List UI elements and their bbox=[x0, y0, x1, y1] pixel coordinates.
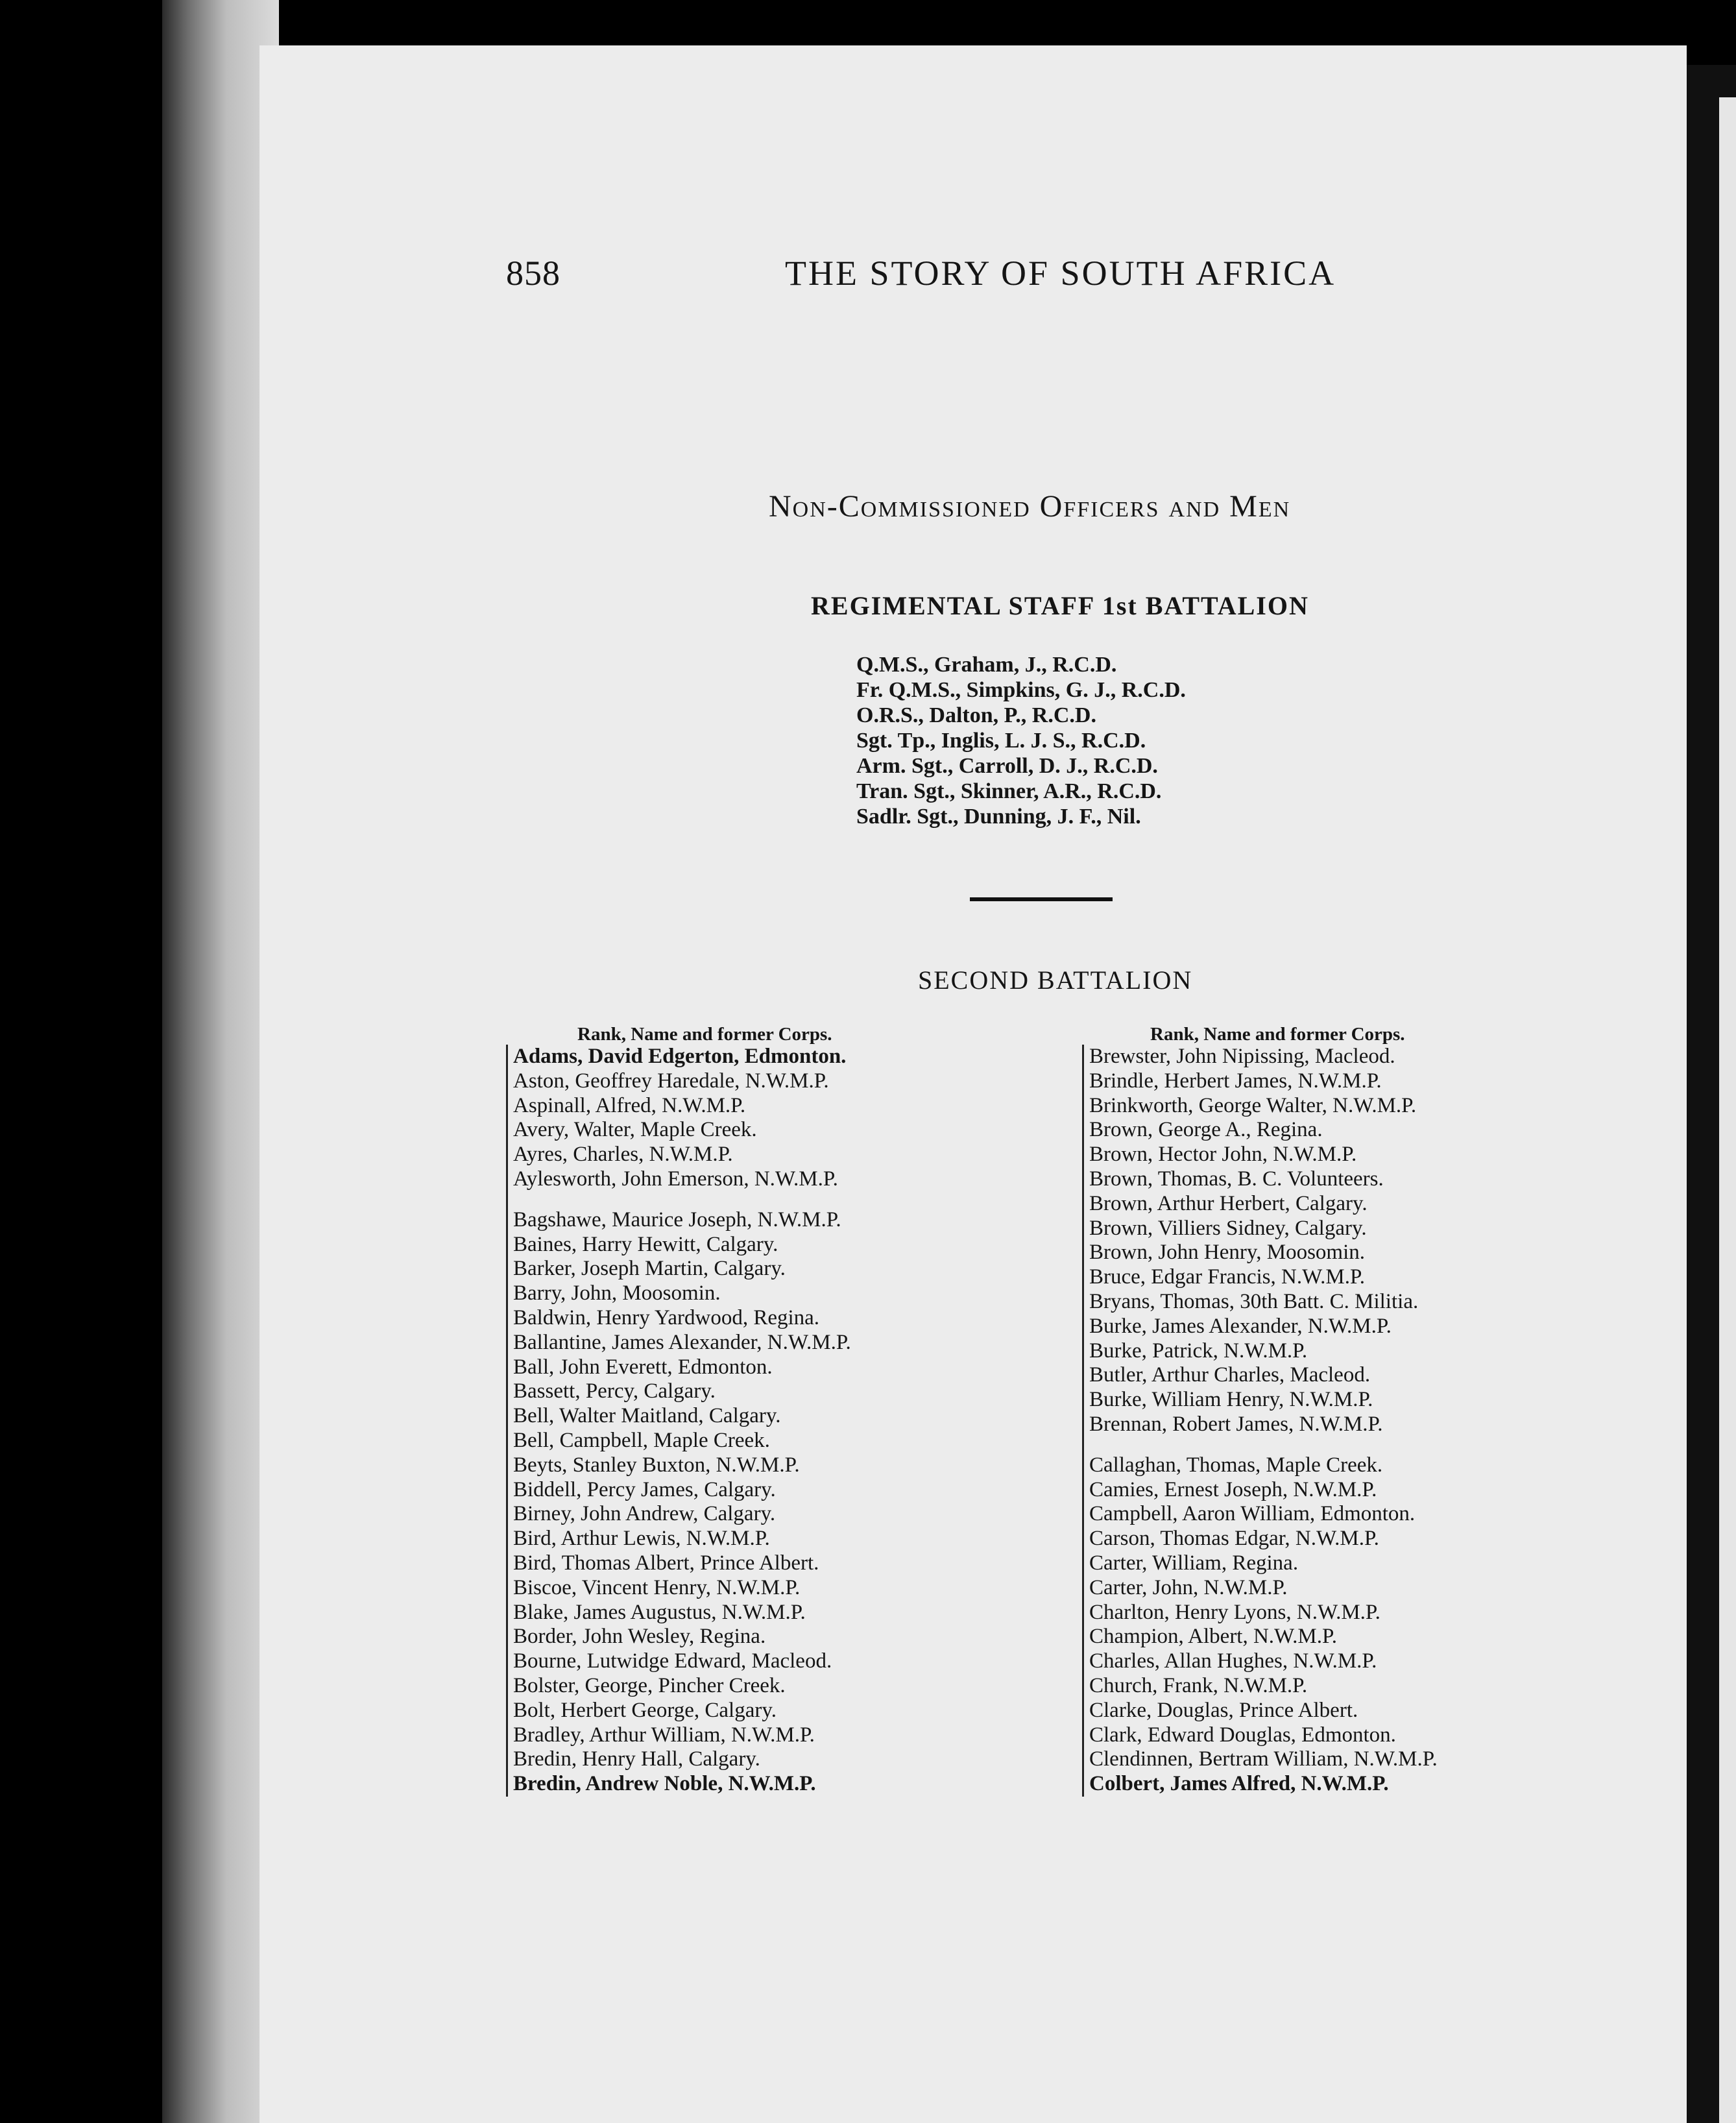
roster-entry: Brown, John Henry, Moosomin. bbox=[1089, 1241, 1366, 1265]
roster-entry: Bolt, Herbert George, Calgary. bbox=[513, 1698, 777, 1722]
staff-entry: Sgt. Tp., Inglis, L. J. S., R.C.D. bbox=[856, 729, 1146, 753]
roster-entry: Baines, Harry Hewitt, Calgary. bbox=[513, 1232, 778, 1256]
roster-entry: Bassett, Percy, Calgary. bbox=[513, 1379, 716, 1403]
staff-entry: Fr. Q.M.S., Simpkins, G. J., R.C.D. bbox=[856, 678, 1186, 702]
roster-entry: Bredin, Henry Hall, Calgary. bbox=[513, 1747, 760, 1771]
roster-entry: Bredin, Andrew Noble, N.W.M.P. bbox=[513, 1772, 816, 1796]
roster-entry: Ballantine, James Alexander, N.W.M.P. bbox=[513, 1330, 851, 1354]
roster-entry: Brown, George A., Regina. bbox=[1089, 1118, 1323, 1142]
roster-entry: Biscoe, Vincent Henry, N.W.M.P. bbox=[513, 1575, 801, 1599]
roster-entry: Carter, William, Regina. bbox=[1089, 1551, 1299, 1575]
staff-entry: Sadlr. Sgt., Dunning, J. F., Nil. bbox=[856, 805, 1141, 829]
roster-entry: Ball, John Everett, Edmonton. bbox=[513, 1355, 773, 1379]
roster-entry: Blake, James Augustus, N.W.M.P. bbox=[513, 1600, 806, 1624]
roster-entry: Clarke, Douglas, Prince Albert. bbox=[1089, 1698, 1358, 1722]
roster-entry: Brewster, John Nipissing, Macleod. bbox=[1089, 1045, 1395, 1068]
roster-entry: Bird, Thomas Albert, Prince Albert. bbox=[513, 1551, 819, 1575]
roster-entry: Champion, Albert, N.W.M.P. bbox=[1089, 1625, 1337, 1649]
roster-entry: Biddell, Percy James, Calgary. bbox=[513, 1477, 776, 1501]
group-spacer bbox=[1089, 1437, 1438, 1453]
roster-entry: Brennan, Robert James, N.W.M.P. bbox=[1089, 1412, 1383, 1436]
roster-entry: Clark, Edward Douglas, Edmonton. bbox=[1089, 1723, 1396, 1747]
book-page bbox=[259, 45, 1687, 2123]
regimental-staff-heading: REGIMENTAL STAFF 1st BATTALION bbox=[811, 591, 1309, 620]
roster-entry: Bell, Walter Maitland, Calgary. bbox=[513, 1404, 781, 1428]
roster-entry: Burke, William Henry, N.W.M.P. bbox=[1089, 1388, 1373, 1412]
roster-entry: Butler, Arthur Charles, Macleod. bbox=[1089, 1363, 1371, 1387]
running-title: THE STORY OF SOUTH AFRICA bbox=[785, 254, 1336, 293]
roster-entry: Aston, Geoffrey Haredale, N.W.M.P. bbox=[513, 1069, 829, 1093]
roster-entry: Border, John Wesley, Regina. bbox=[513, 1625, 766, 1649]
roster-entry: Bruce, Edgar Francis, N.W.M.P. bbox=[1089, 1265, 1365, 1289]
roster-entry: Brown, Arthur Herbert, Calgary. bbox=[1089, 1191, 1368, 1215]
right-column-header: Rank, Name and former Corps. bbox=[1150, 1024, 1405, 1045]
roster-entry: Bagshawe, Maurice Joseph, N.W.M.P. bbox=[513, 1207, 841, 1231]
roster-entry: Bird, Arthur Lewis, N.W.M.P. bbox=[513, 1527, 770, 1551]
roster-entry: Burke, James Alexander, N.W.M.P. bbox=[1089, 1314, 1392, 1338]
roster-entry: Charlton, Henry Lyons, N.W.M.P. bbox=[1089, 1600, 1380, 1624]
roster-entry: Beyts, Stanley Buxton, N.W.M.P. bbox=[513, 1453, 800, 1477]
section-heading: Non-Commissioned Officers and Men bbox=[769, 489, 1291, 524]
facing-page-edge bbox=[1719, 97, 1736, 2123]
staff-entry: Arm. Sgt., Carroll, D. J., R.C.D. bbox=[856, 754, 1158, 778]
roster-entry: Adams, David Edgerton, Edmonton. bbox=[513, 1045, 847, 1068]
roster-entry: Brown, Thomas, B. C. Volunteers. bbox=[1089, 1167, 1384, 1191]
section-divider-rule bbox=[970, 897, 1113, 901]
right-roster-column bbox=[1082, 1045, 1438, 1797]
roster-entry: Clendinnen, Bertram William, N.W.M.P. bbox=[1089, 1747, 1438, 1771]
roster-entry: Aylesworth, John Emerson, N.W.M.P. bbox=[513, 1167, 838, 1191]
roster-entry: Camies, Ernest Joseph, N.W.M.P. bbox=[1089, 1477, 1377, 1501]
roster-entry: Campbell, Aaron William, Edmonton. bbox=[1089, 1502, 1416, 1526]
roster-entry: Colbert, James Alfred, N.W.M.P. bbox=[1089, 1772, 1389, 1796]
roster-entry: Carson, Thomas Edgar, N.W.M.P. bbox=[1089, 1527, 1379, 1551]
roster-entry: Avery, Walter, Maple Creek. bbox=[513, 1118, 757, 1142]
left-column-header: Rank, Name and former Corps. bbox=[577, 1024, 832, 1045]
roster-entry: Charles, Allan Hughes, N.W.M.P. bbox=[1089, 1649, 1377, 1673]
roster-entry: Brown, Villiers Sidney, Calgary. bbox=[1089, 1216, 1367, 1240]
roster-entry: Ayres, Charles, N.W.M.P. bbox=[513, 1143, 733, 1167]
roster-entry: Barry, John, Moosomin. bbox=[513, 1281, 721, 1305]
regimental-staff-list bbox=[856, 652, 1186, 829]
roster-entry: Brindle, Herbert James, N.W.M.P. bbox=[1089, 1069, 1382, 1093]
roster-entry: Aspinall, Alfred, N.W.M.P. bbox=[513, 1093, 746, 1117]
roster-entry: Brinkworth, George Walter, N.W.M.P. bbox=[1089, 1093, 1417, 1117]
roster-entry: Bourne, Lutwidge Edward, Macleod. bbox=[513, 1649, 832, 1673]
staff-entry: Q.M.S., Graham, J., R.C.D. bbox=[856, 653, 1117, 677]
left-roster-column bbox=[506, 1045, 851, 1797]
roster-entry: Birney, John Andrew, Calgary. bbox=[513, 1502, 776, 1526]
roster-entry: Callaghan, Thomas, Maple Creek. bbox=[1089, 1453, 1383, 1477]
roster-entry: Bradley, Arthur William, N.W.M.P. bbox=[513, 1723, 815, 1747]
roster-entry: Brown, Hector John, N.W.M.P. bbox=[1089, 1143, 1357, 1167]
group-spacer bbox=[513, 1192, 851, 1208]
staff-entry: Tran. Sgt., Skinner, A.R., R.C.D. bbox=[856, 779, 1162, 803]
second-battalion-heading: SECOND BATTALION bbox=[918, 965, 1193, 995]
roster-entry: Church, Frank, N.W.M.P. bbox=[1089, 1673, 1308, 1697]
roster-entry: Bolster, George, Pincher Creek. bbox=[513, 1673, 786, 1697]
roster-entry: Carter, John, N.W.M.P. bbox=[1089, 1575, 1288, 1599]
roster-entry: Burke, Patrick, N.W.M.P. bbox=[1089, 1339, 1308, 1363]
roster-entry: Baldwin, Henry Yardwood, Regina. bbox=[513, 1305, 820, 1329]
roster-entry: Bryans, Thomas, 30th Batt. C. Militia. bbox=[1089, 1289, 1419, 1313]
staff-entry: O.R.S., Dalton, P., R.C.D. bbox=[856, 703, 1096, 727]
page-number: 858 bbox=[506, 254, 561, 293]
roster-entry: Barker, Joseph Martin, Calgary. bbox=[513, 1257, 786, 1281]
roster-entry: Bell, Campbell, Maple Creek. bbox=[513, 1428, 770, 1452]
